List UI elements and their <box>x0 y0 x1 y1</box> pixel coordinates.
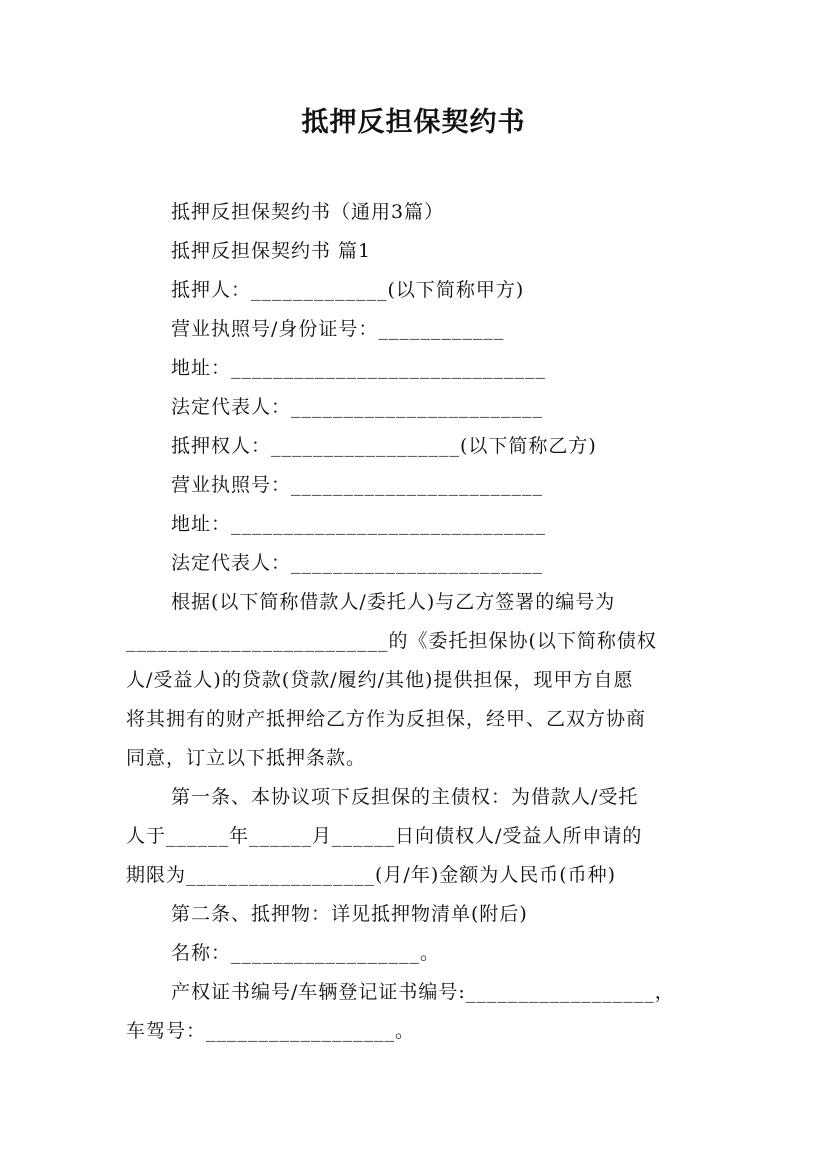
article-one-line: 第一条、本协议项下反担保的主债权：为借款人/受托 <box>171 786 639 808</box>
paragraph-line: 人/受益人)的贷款(贷款/履约/其他)提供担保，现甲方自愿 <box>126 669 634 691</box>
paragraph-line: 将其拥有的财产抵押给乙方作为反担保，经甲、乙双方协商 <box>126 708 647 730</box>
mortgagor-license-field: 营业执照号/身份证号：____________ <box>171 318 505 340</box>
document-title: 抵押反担保契约书 <box>301 107 526 138</box>
article-one-line: 人于______年______月______日向债权人/受益人所申请的 <box>126 825 643 847</box>
subtitle-line: 抵押反担保契约书（通用3篇） <box>171 201 445 223</box>
vehicle-number-field: 车驾号：__________________。 <box>126 1020 416 1042</box>
article-two-line: 第二条、抵押物：详见抵押物清单(附后) <box>171 903 528 925</box>
mortgagee-field: 抵押权人：__________________(以下简称乙方) <box>171 435 597 457</box>
paragraph-line: _________________________的《委托担保协(以下简称债权 <box>126 630 657 652</box>
mortgagee-address-field: 地址：______________________________ <box>171 513 547 535</box>
mortgagee-representative-field: 法定代表人：________________________ <box>171 552 544 574</box>
mortgagor-address-field: 地址：______________________________ <box>171 357 547 379</box>
collateral-name-field: 名称：__________________。 <box>171 942 441 964</box>
paragraph-line: 同意，订立以下抵押条款。 <box>126 747 367 769</box>
section-heading: 抵押反担保契约书 篇1 <box>171 240 372 262</box>
mortgagor-field: 抵押人：_____________(以下简称甲方) <box>171 279 525 301</box>
mortgagor-representative-field: 法定代表人：________________________ <box>171 396 544 418</box>
mortgagee-license-field: 营业执照号：________________________ <box>171 474 544 496</box>
certificate-number-field: 产权证书编号/车辆登记证书编号:__________________， <box>171 981 675 1003</box>
article-one-line: 期限为__________________(月/年)金额为人民币(币种) <box>126 864 617 886</box>
paragraph-line: 根据(以下简称借款人/委托人)与乙方签署的编号为 <box>171 591 616 613</box>
